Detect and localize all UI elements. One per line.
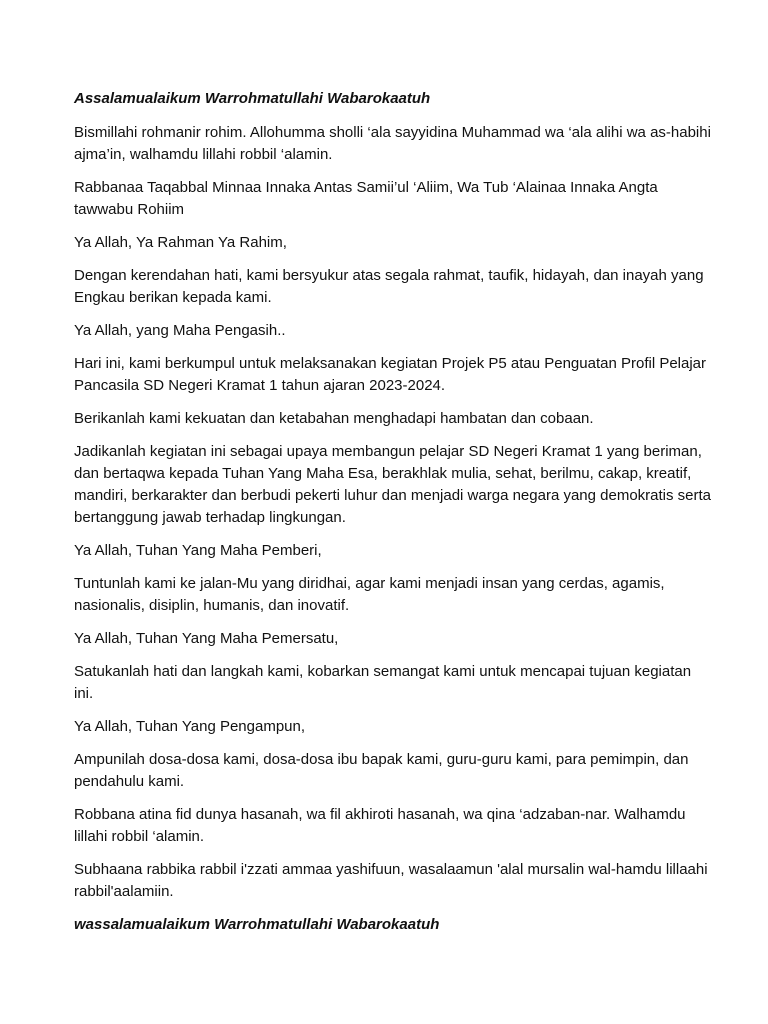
paragraph: Ya Allah, Tuhan Yang Maha Pemberi, <box>74 542 322 559</box>
paragraph: Dengan kerendahan hati, kami bersyukur atas segala rahmat, taufik, hidayah, dan inayah yang Engkau berikan kepada kami. <box>74 267 704 306</box>
paragraph: Ya Allah, Ya Rahman Ya Rahim, <box>74 234 287 251</box>
paragraph: Berikanlah kami kekuatan dan ketabahan menghadapi hambatan dan cobaan. <box>74 410 594 427</box>
document-body <box>74 88 714 947</box>
closing-greeting: wassalamualaikum Warrohmatullahi Wabarokaatuh <box>74 916 440 933</box>
paragraph: Tuntunlah kami ke jalan-Mu yang diridhai, agar kami menjadi insan yang cerdas, agamis, nasionalis, disiplin, humanis, dan inovatif. <box>74 575 665 614</box>
opening-greeting: Assalamualaikum Warrohmatullahi Wabarokaatuh <box>74 90 431 107</box>
paragraph: Ya Allah, Tuhan Yang Pengampun, <box>74 718 306 735</box>
paragraph: Hari ini, kami berkumpul untuk melaksanakan kegiatan Projek P5 atau Penguatan Profil Pelajar Pancasila SD Negeri Kramat 1 tahun ajaran 2023-2024. <box>74 355 707 394</box>
paragraph: Ampunilah dosa-dosa kami, dosa-dosa ibu bapak kami, guru-guru kami, para pemimpin, dan pendahulu kami. <box>74 751 689 790</box>
paragraph: Subhaana rabbika rabbil i'zzati ammaa yashifuun, wasalaamun 'alal mursalin wal-hamdu lillaahi rabbil'aalamiin. <box>74 861 708 900</box>
paragraph: Ya Allah, yang Maha Pengasih.. <box>74 322 286 339</box>
paragraph: Ya Allah, Tuhan Yang Maha Pemersatu, <box>74 630 339 647</box>
paragraph: Bismillahi rohmanir rohim. Allohumma sholli ‘ala sayyidina Muhammad wa ‘ala alihi wa as-habihi ajma’in, walhamdu lillahi robbil ‘alamin. <box>74 124 711 163</box>
paragraph: Jadikanlah kegiatan ini sebagai upaya membangun pelajar SD Negeri Kramat 1 yang beriman, dan bertaqwa kepada Tuhan Yang Maha Esa, berakhlak mulia, sehat, berilmu, cakap, kreatif, mandiri, berkarakter dan berbudi pekerti luhur dan menjadi warga negara yang demokratis serta bertanggung jawab terhadap lingkungan. <box>74 443 712 526</box>
paragraph: Satukanlah hati dan langkah kami, kobarkan semangat kami untuk mencapai tujuan kegiatan ini. <box>74 663 692 702</box>
paragraph: Rabbanaa Taqabbal Minnaa Innaka Antas Samii’ul ‘Aliim, Wa Tub ‘Alainaa Innaka Angta tawwabu Rohiim <box>74 179 658 218</box>
paragraph: Robbana atina fid dunya hasanah, wa fil akhiroti hasanah, wa qina ‘adzaban-nar. Walhamdu lillahi robbil ‘alamin. <box>74 806 686 845</box>
